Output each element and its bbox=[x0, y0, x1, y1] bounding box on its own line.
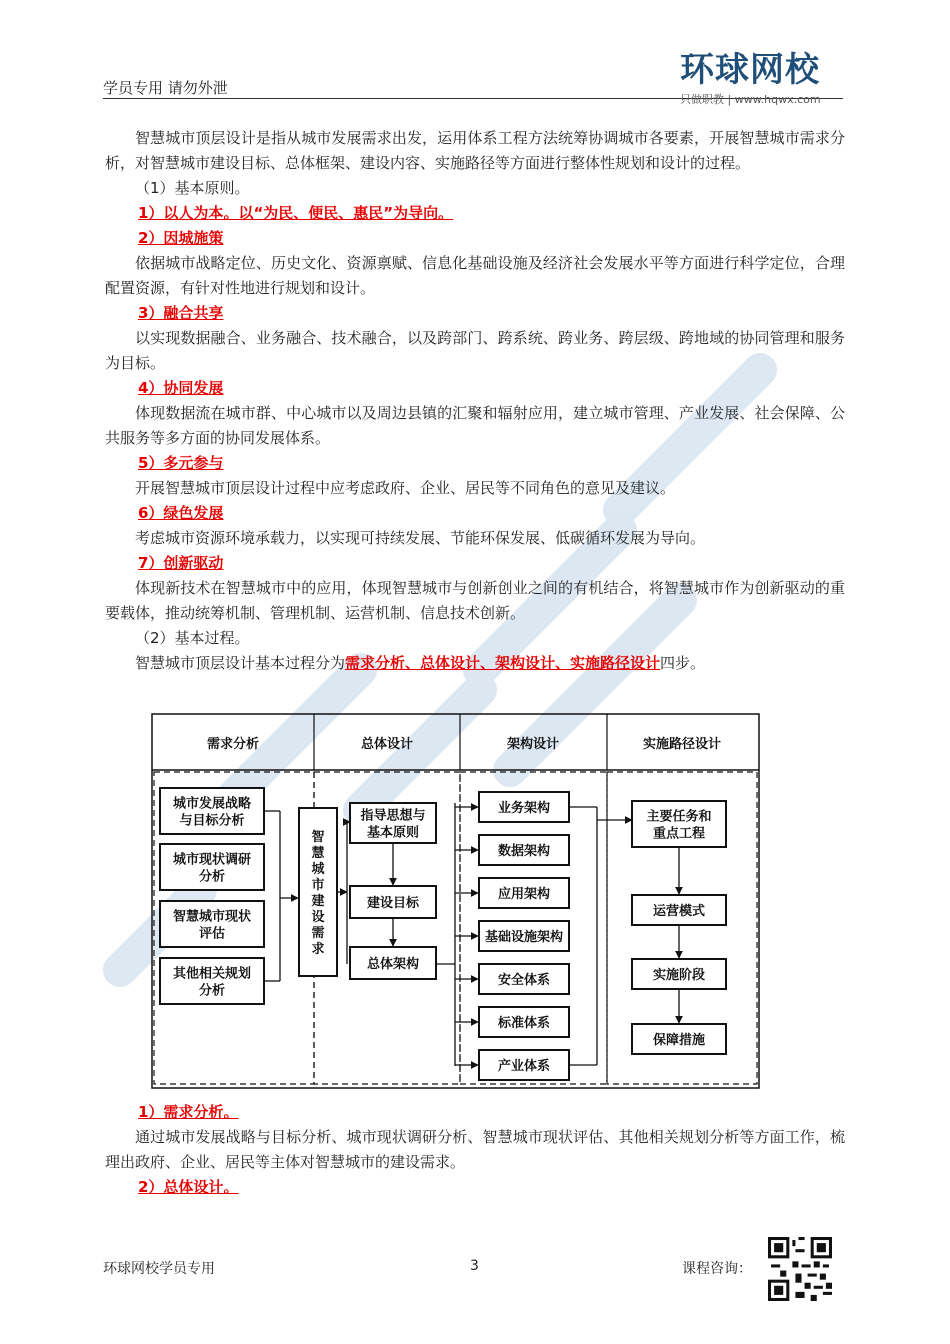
process-pre: 智慧城市顶层设计基本过程分为 bbox=[135, 654, 346, 672]
principle-title: 2）因城施策 bbox=[138, 229, 224, 247]
arch-item-label: 产业体系 bbox=[497, 1059, 551, 1074]
qr-code-icon bbox=[768, 1237, 832, 1301]
arch-item-label: 基础设施架构 bbox=[484, 930, 564, 945]
arch-item-label: 安全体系 bbox=[497, 973, 551, 988]
arch-item-label: 标准体系 bbox=[497, 1016, 551, 1031]
section-basic-principles: （1）基本原则。 bbox=[135, 179, 250, 197]
process-post: 四步。 bbox=[660, 654, 706, 672]
logo bbox=[680, 52, 845, 107]
principle-desc: 考虑城市资源环境承载力，以实现可持续发展、节能环保发展、低碳循环发展为导向。 bbox=[135, 529, 706, 547]
construction-needs-label: 智慧城市建设需求 bbox=[311, 830, 325, 957]
principle-title: 7）创新驱动 bbox=[138, 554, 224, 572]
principle-title: 5）多元参与 bbox=[138, 454, 224, 472]
need-item-label: 智慧城市现状评估 bbox=[172, 909, 252, 942]
principle-title: 4）协同发展 bbox=[138, 379, 224, 397]
process-sentence bbox=[105, 651, 845, 676]
document-body bbox=[105, 126, 845, 676]
header-architecture-design: 架构设计 bbox=[506, 737, 560, 752]
intro-paragraph: 智慧城市顶层设计是指从城市发展需求出发，运用体系工程方法统筹协调城市各要素，开展智慧城市需求分析，对智慧城市建设目标、总体框架、建设内容、实施路径等方面进行整体性规划和设计的过程。 bbox=[105, 129, 845, 172]
overall-guiding-label: 指导思想与基本原则 bbox=[360, 808, 426, 841]
impl-operation-label: 运营模式 bbox=[652, 904, 706, 919]
principle-desc: 开展智慧城市顶层设计过程中应考虑政府、企业、居民等不同角色的意见及建议。 bbox=[135, 479, 676, 497]
after-desc-need: 通过城市发展战略与目标分析、城市现状调研分析、智慧城市现状评估、其他相关规划分析等方面工作，梳理出政府、企业、居民等主体对智慧城市的建设需求。 bbox=[105, 1128, 845, 1171]
course-consult-label: 课程咨询： bbox=[682, 1261, 752, 1277]
principle-title: 1）以人为本。以“为民、便民、惠民”为导向。 bbox=[138, 204, 454, 222]
overall-goal-label: 建设目标 bbox=[366, 896, 420, 911]
section-basic-process: （2）基本过程。 bbox=[135, 629, 250, 647]
need-item-label: 城市现状调研分析 bbox=[172, 852, 252, 885]
after-title-need: 1）需求分析。 bbox=[138, 1103, 239, 1121]
impl-tasks-label: 主要任务和重点工程 bbox=[646, 809, 712, 842]
footer-note: 环球网校学员专用 bbox=[103, 1261, 215, 1277]
header-implementation-design: 实施路径设计 bbox=[642, 737, 722, 752]
arch-item-label: 业务架构 bbox=[497, 801, 551, 816]
header-overall-design: 总体设计 bbox=[360, 737, 414, 752]
impl-stages-label: 实施阶段 bbox=[652, 968, 706, 983]
principle-desc: 体现数据流在城市群、中心城市以及周边县镇的汇聚和辐射应用，建立城市管理、产业发展、社会保障、公共服务等多方面的协同发展体系。 bbox=[105, 404, 845, 447]
arch-item-label: 数据架构 bbox=[497, 844, 551, 859]
principle-desc: 依据城市战略定位、历史文化、资源禀赋、信息化基础设施及经济社会发展水平等方面进行科学定位，合理配置资源，有针对性地进行规划和设计。 bbox=[105, 254, 845, 297]
header-need-analysis: 需求分析 bbox=[206, 737, 260, 752]
page-number: 3 bbox=[470, 1258, 479, 1274]
logo-text: 环球网校 bbox=[680, 50, 820, 90]
after-title-overall: 2）总体设计。 bbox=[138, 1178, 239, 1196]
document-body-continued bbox=[105, 1100, 845, 1200]
overall-architecture-label: 总体架构 bbox=[366, 957, 420, 972]
logo-tagline: 只做职教 | www.hqwx.com bbox=[680, 93, 821, 106]
need-item-label: 城市发展战略与目标分析 bbox=[172, 796, 252, 829]
principle-desc: 体现新技术在智慧城市中的应用，体现智慧城市与创新创业之间的有机结合，将智慧城市作为创新驱动的重要载体，推动统筹机制、管理机制、运营机制、信息技术创新。 bbox=[105, 579, 845, 622]
principle-title: 6）绿色发展 bbox=[138, 504, 224, 522]
principle-title: 3）融合共享 bbox=[138, 304, 224, 322]
process-diagram bbox=[122, 710, 762, 1092]
need-item-label: 其他相关规划分析 bbox=[172, 966, 252, 999]
principle-desc: 以实现数据融合、业务融合、技术融合，以及跨部门、跨系统、跨业务、跨层级、跨地域的协同管理和服务为目标。 bbox=[105, 329, 845, 372]
header-note: 学员专用 请勿外泄 bbox=[103, 79, 228, 97]
arch-item-label: 应用架构 bbox=[497, 887, 551, 902]
process-steps: 需求分析、总体设计、架构设计、实施路径设计 bbox=[345, 654, 661, 672]
impl-safeguards-label: 保障措施 bbox=[652, 1033, 706, 1048]
